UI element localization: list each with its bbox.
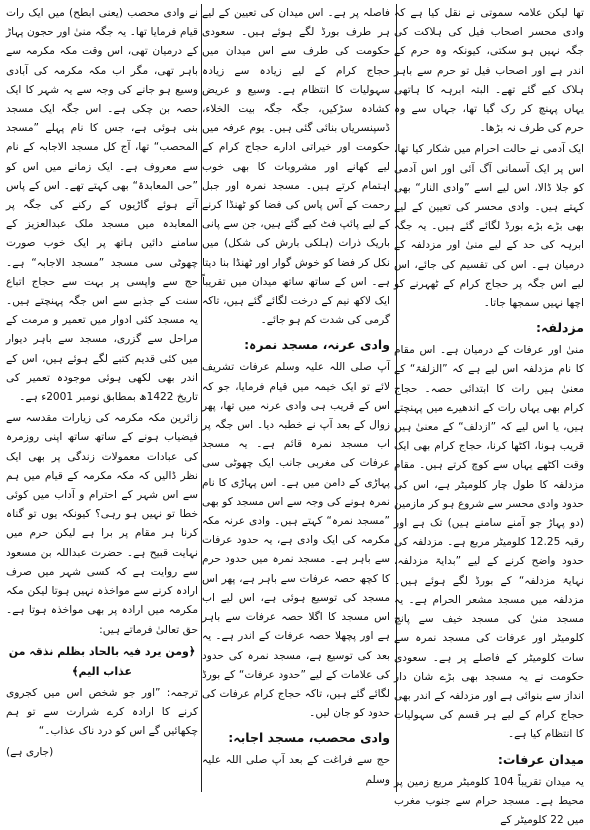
verse-translation: ترجمہ: ”اور جو شخص اس میں کجروی کرنے کا ارادہ کرے شرارت سے تو ہم چکھائیں گے اس کو درد ناک عذاب۔“ [6,686,198,738]
quran-verse: ﴿ومن یرد فیہ بالحاد بظلم نذقہ من عذاب الیم﴾ [8,644,196,678]
article-column-3 [6,4,198,794]
paragraph: زائرین مکہ مکرمہ کی زیارات مقدسہ سے فیضیاب ہونے کے ساتھ ساتھ اپنی روزمرہ کی عبادات معمولات زندگی پر بھی ایک نظر ڈالیں کہ مکہ مکرمہ کے قیام میں ہم سے اس شہر کے احترام و آداب میں کوئی خطا تو نہیں ہو رہی؟ کیونکہ یوں تو گناہ کرنا ہر مقام پر برا ہے لیکن حرم میں نہایت قبیح ہے۔ حضرت عبداللہ بن مسعود سے روایت ہے کہ کسی شہر میں صرف ارادہ کرنے سے مواخذہ نہیں ہوتا لیکن مکہ مکرمہ میں ارادہ پر بھی مواخذہ ہوتا ہے۔ حق تعالیٰ فرماتے ہیں: [6,412,198,636]
paragraph: یہ میدان تقریباً 104 کلومیٹر مربع زمین پر محیط ہے۔ مسجد حرام سے جنوب مغرب میں 22 کلومیٹر کے [394,775,584,826]
paragraph: آپ صلی اللہ علیہ وسلم عرفات تشریف لائے تو ایک خیمہ میں قیام فرمایا، جو کہ اس کے قریب ہی وادی عرنہ میں تھا، پھر زوال کے بعد آپ نے خطبہ دیا۔ اس جگہ پر اب مسجد نمرہ قائم ہے۔ یہ مسجد عرفات کی مغربی جانب ایک چھوٹی سی پہاڑی کے دامن میں ہے۔ اس پہاڑی کا نام نمرہ ہونے کی وجہ سے اس مسجد کو بھی ”مسجد نمرہ“ کہتے ہیں۔ وادی عرنہ مکہ مکرمہ کی ایک وادی ہے، یہ حدود عرفات سے باہر ہے۔ مسجد نمرہ میں حدود حرم کا کچھ حصہ عرفات سے باہر ہے، پھر اس مسجد کی توسیع ہوئی ہے، اس لیے اب اس مسجد کا اگلا حصہ عرفات سے باہر ہے اور پچھلا حصہ عرفات کے اندر ہے۔ یہ بعد کی توسیع ہے، مسجد نمرہ کی حدود کی علامات کے لیے ”حدود عرفات“ کے بورڈ لگائے گئے ہیں، تاکہ حجاج کرام عرفات کی حدود کو جان لیں۔ [202,361,390,720]
paragraph: نے وادی محصب (یعنی ابطح) میں ایک رات قیام فرمایا تھا۔ یہ جگہ منیٰ اور حجون پہاڑ کے درمیان تھی، اس وقت مکہ مکرمہ سے باہر تھی، مگر اب مکہ مکرمہ کی آبادی وسیع ہو جانے کی وجہ سے یہ شہر کا ایک حصہ بن چکی ہے۔ اس جگہ ایک مسجد بنی ہوئی ہے، جس کا نام پہلے ”مسجد المحصب“ تھا، آج کل مسجد الاجابہ کے نام سے معروف ہے۔ ایک زمانے میں اس کو ”حی المعابدۃ“ بھی کہتے تھے۔ اس کے پاس آتے ہوئے گاڑیوں کے رکنے کی جگہ پر المعابدہ میں مسجد ملک عبدالعزیز کے سامنے دائیں ہاتھ پر ایک خوب صورت چھوٹی سی مسجد ”مسجد الاجابہ“ ہے۔ حج سے واپسی پر بہت سے حجاج اتباع سنت کے جذبے سے اس جگہ پہنچتے ہیں۔ یہ مسجد کئی ادوار میں تعمیر و مرمت کے مراحل سے گزری، مسجد سے باہر دیوار میں کئی قدیم کتبے لگے ہوئے ہیں، اس کے اندر بھی لکھی ہوئی موجودہ تعمیر کی تاریخ 1422ھ بمطابق نومبر 2001ء ہے۔ [6,7,198,404]
newspaper-page [6,0,584,826]
section-heading-urana: وادی عرنہ، مسجد نمرہ: [244,337,390,353]
section-heading-muzdalifa: مزدلفہ: [536,320,584,336]
paragraph: فاصلہ پر ہے۔ اس میدان کی تعیین کے لیے ہر طرف بورڈ لگے ہوئے ہیں۔ سعودی حکومت کی طرف سے اس میدان میں حجاج کرام کے لیے زیادہ سے زیادہ سہولیات کا انتظام ہے۔ وسیع و عریض کشادہ سڑکیں، جگہ جگہ بیت الخلاء، ڈسپنسریاں بنائی گئی ہیں۔ یوم عرفہ میں حکومت اور خیراتی ادارے حجاج کرام کے لیے کھانے اور مشروبات کا بھی خوب اہتمام کرتے ہیں۔ مسجد نمرہ اور جبل رحمت کے آس پاس کی فضا کو ٹھنڈا کرنے کے لیے پائپ فٹ کیے گئے ہیں، جن سے پانی باریک ذرات (ہلکی بارش کی شکل) میں نکل کر فضا کو خوش گوار اور ٹھنڈا بنا دیتا ہے۔ اس کے ساتھ ساتھ میدان میں تقریباً ایک لاکھ نیم کے درخت لگائے گئے ہیں، تاکہ گرمی کی شدت کم ہو جائے۔ [202,7,390,327]
section-heading-muhassab: وادی محصب، مسجد اجابہ: [228,730,390,746]
article-column-1 [394,4,584,826]
paragraph: منیٰ اور عرفات کے درمیان ہے۔ اس مقام کا نام مزدلفہ اس لیے ہے کہ ”الزلفۃ“ کے معنیٰ ہیں رات کا ابتدائی حصہ۔ حجاج کرام بھی یہاں رات کے اندھیرے میں پہنچتے ہیں، یا اس لیے کہ ”ازدلف“ کے معنیٰ ہیں قریب ہونا، اکٹھا کرنا، حجاج کرام بھی ایک وقت اکٹھے یہاں سے کوچ کرتے ہیں۔ مقام مزدلفہ کا طول چار کلومیٹر ہے، اس کی حدود وادی محسر سے شروع ہو کر مازمین (دو پہاڑ جو آمنے سامنے ہیں) تک ہے اور رقبہ 12.25 کلومیٹر مربع ہے۔ مزدلفہ کی حدود واضح کرنے کے لیے ”بدایۃ مزدلفہ، نہایۃ مزدلفہ“ کے بورڈ لگے ہوئے ہیں۔ مزدلفہ میں مسجد مشعر الحرام ہے۔ یہ مسجد منیٰ کی مسجد خیف سے پانچ کلومیٹر اور عرفات کی مسجد نمرہ سے سات کلومیٹر کے فاصلے پر ہے۔ سعودی حکومت نے یہ مسجد بھی بڑے شان دار انداز سے بنوائی ہے اور مزدلفہ کے اندر بھی حجاج کرام کے لیے ہر قسم کی سہولیات کا انتظام کیا ہے۔ [394,344,584,741]
section-heading-arafat: میدان عرفات: [497,751,584,767]
continued-label: (جاری ہے) [6,746,54,759]
paragraph: حج سے فراغت کے بعد آپ صلی اللہ علیہ وسلم [202,754,390,786]
paragraph: ایک آدمی نے حالت احرام میں شکار کیا تھا، اس پر ایک آسمانی آگ آئی اور اس آدمی کو جلا ڈالا، اس لیے اسے ”وادی النار“ بھی کہتے ہیں۔ وادی محسر کی تعیین کے لیے بھی بڑے بڑے بورڈ لگائے گئے ہیں۔ یہ جگہ ابرہہ کی حد کے لیے منیٰ اور مزدلفہ کے درمیان ہے۔ اس کی تقسیم کی جائے، اس لیے اس جگہ پر حجاج کرام کے ٹھہرنے کو اچھا نہیں سمجھا جاتا۔ [394,143,584,310]
article-column-2 [202,4,390,794]
paragraph: تھا لیکن علامہ سموتی نے نقل کیا ہے کہ وادی محسر اصحاب فیل کی ہلاکت کی جگہ نہیں ہو سکتی، کیونکہ وہ حرم کے اندر ہے اور اصحاب فیل تو حرم سے باہر ہلاک کیے گئے تھے۔ البتہ ابرہہ کا ہاتھی یہاں پہنچ کر رک گیا تھا، جہاں سے وہ حرم کی طرف نہ بڑھا۔ [394,7,584,135]
